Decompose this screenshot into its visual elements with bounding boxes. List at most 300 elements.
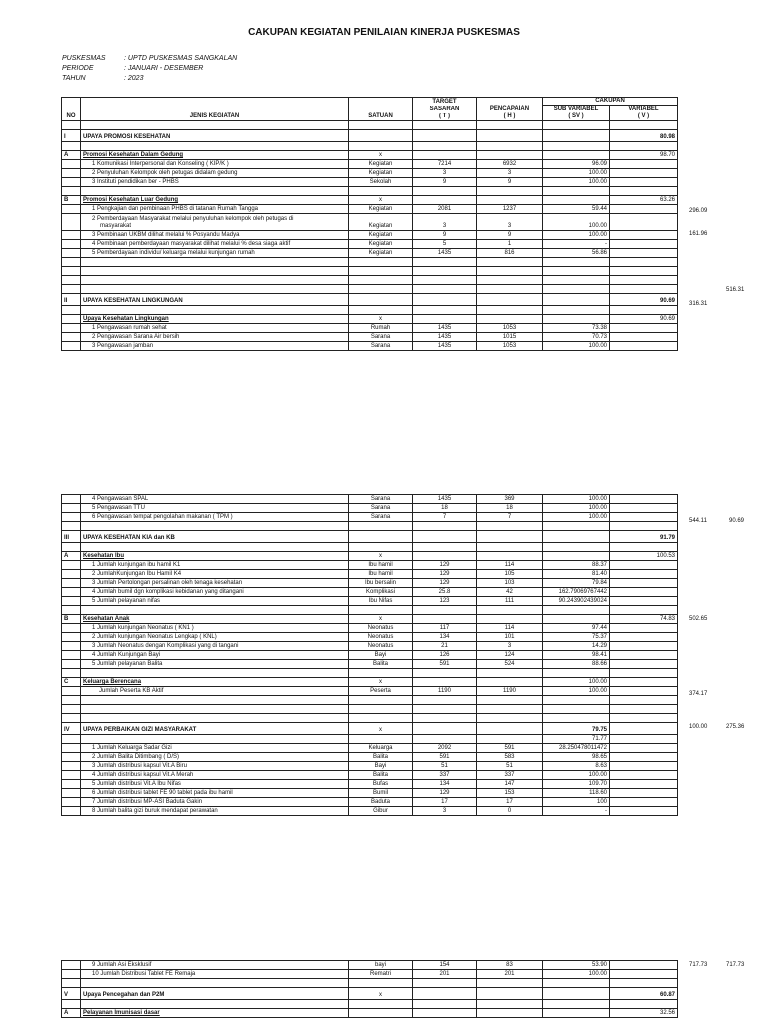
cell-pencapaian [477, 735, 543, 744]
empty-cell [62, 285, 81, 294]
cell-jenis: UPAYA PERBAIKAN GIZI MASYARAKAT [81, 723, 349, 735]
cell-sub-variabel: - [543, 240, 610, 249]
cell-sub-variabel: 70.73 [543, 333, 610, 342]
cell-variabel [610, 324, 678, 333]
cell-pencapaian: 1 [477, 240, 543, 249]
table-row [62, 205, 678, 214]
header-pencapaian: PENCAPAIAN ( H ) [477, 98, 543, 121]
cell-satuan: Baduta [349, 798, 413, 807]
cell-variabel [610, 178, 678, 187]
side-total: 90.69 [729, 518, 745, 524]
empty-cell [543, 285, 610, 294]
cell-target: 1435 [413, 249, 477, 258]
cell-no [62, 342, 81, 351]
cell-pencapaian: 591 [477, 744, 543, 753]
cell-target: 9 [413, 231, 477, 240]
cell-target: 25.8 [413, 588, 477, 597]
cell-variabel: 90.69 [610, 315, 678, 324]
cell-satuan: bayi [349, 961, 413, 970]
cell-jenis: 1 Komunikasi Interpersonal dan Konseling ( KIP/K ) [81, 160, 349, 169]
cell-jenis: 5 Jumlah pelayanan nifas [81, 597, 349, 606]
cell-sub-variabel: 100.00 [543, 169, 610, 178]
cell-variabel: 100.53 [610, 552, 678, 561]
cell-variabel: 80.98 [610, 130, 678, 142]
cell-variabel [610, 249, 678, 258]
empty-cell [413, 285, 477, 294]
cell-sub-variabel: 100.00 [543, 771, 610, 780]
cell-target [413, 294, 477, 306]
empty-cell [543, 1000, 610, 1009]
table-row [62, 160, 678, 169]
cell-no [62, 570, 81, 579]
cell-satuan: Kegiatan [349, 240, 413, 249]
cell-satuan: x [349, 723, 413, 735]
cell-pencapaian: 18 [477, 504, 543, 513]
empty-cell [81, 187, 349, 196]
empty-cell [349, 714, 413, 723]
empty-cell [610, 669, 678, 678]
empty-cell [62, 606, 81, 615]
cell-satuan: Kegiatan [349, 160, 413, 169]
empty-cell [62, 705, 81, 714]
cell-pencapaian [477, 531, 543, 543]
side-total: 717.73 [726, 962, 745, 968]
empty-cell [543, 522, 610, 531]
section-row [62, 723, 678, 735]
side-total: 544.11 [689, 518, 707, 524]
cell-sub-variabel: 75.37 [543, 633, 610, 642]
table-row [62, 642, 678, 651]
cell-pencapaian: 103 [477, 579, 543, 588]
cell-target: 591 [413, 660, 477, 669]
side-total: 100.00 [689, 724, 708, 730]
cell-no [62, 771, 81, 780]
cell-pencapaian: 3 [477, 169, 543, 178]
cell-pencapaian: 816 [477, 249, 543, 258]
cell-target: 9 [413, 178, 477, 187]
cell-pencapaian: 524 [477, 660, 543, 669]
cell-sub-variabel: 28.250478011472 [543, 744, 610, 753]
empty-cell [62, 187, 81, 196]
cell-no [62, 633, 81, 642]
cell-target [413, 988, 477, 1000]
cell-jenis: 1 Jumlah kunjungan Neonatus ( KN1 ) [81, 624, 349, 633]
cell-no: V [62, 988, 81, 1000]
cell-target: 117 [413, 624, 477, 633]
cell-jenis: 1 Jumlah Keluarga Sadar Gizi [81, 744, 349, 753]
cell-sub-variabel: 100.00 [543, 513, 610, 522]
cell-pencapaian: 111 [477, 597, 543, 606]
blank-row [62, 543, 678, 552]
cell-no [62, 504, 81, 513]
cell-variabel [610, 504, 678, 513]
cell-target: 17 [413, 798, 477, 807]
empty-cell [62, 979, 81, 988]
cell-jenis: 4 Pengawasan SPAL [81, 495, 349, 504]
cell-sub-variabel: 100.00 [543, 214, 610, 231]
cell-no: A [62, 552, 81, 561]
table-row [62, 504, 678, 513]
cell-pencapaian: 9 [477, 231, 543, 240]
blank-row [62, 606, 678, 615]
empty-cell [543, 696, 610, 705]
cell-satuan: Sarana [349, 513, 413, 522]
cell-jenis: UPAYA KESEHATAN LINGKUNGAN [81, 294, 349, 306]
cell-satuan: Neonatus [349, 642, 413, 651]
table-row [62, 970, 678, 979]
cell-no [62, 231, 81, 240]
cell-jenis: 5 Jumlah distribusi Vit.A Ibu Nifas [81, 780, 349, 789]
empty-cell [62, 714, 81, 723]
subsection-row [62, 315, 678, 324]
cell-sub-variabel: 14.29 [543, 642, 610, 651]
empty-cell [477, 606, 543, 615]
empty-cell [349, 979, 413, 988]
cell-pencapaian: 101 [477, 633, 543, 642]
cell-satuan: Ibu hamil [349, 570, 413, 579]
cell-satuan [349, 531, 413, 543]
section-row [62, 531, 678, 543]
cell-jenis: 4 Jumlah distribusi kapsul Vit.A Merah [81, 771, 349, 780]
blank-row [62, 696, 678, 705]
cell-target [413, 315, 477, 324]
cell-jenis: 10 Jumlah Distribusi Tablet FE Remaja [81, 970, 349, 979]
empty-cell [62, 306, 81, 315]
empty-cell [543, 142, 610, 151]
cell-no [62, 495, 81, 504]
empty-cell [349, 1000, 413, 1009]
cell-pencapaian: 51 [477, 762, 543, 771]
cell-target: 18 [413, 504, 477, 513]
cell-variabel [610, 780, 678, 789]
table-row [62, 240, 678, 249]
cell-pencapaian [477, 1009, 543, 1018]
cell-satuan: Sarana [349, 504, 413, 513]
cell-sub-variabel: 100.00 [543, 970, 610, 979]
cell-no [62, 579, 81, 588]
cell-jenis: 7 Jumlah distribusi MP-ASI Baduta Gakin [81, 798, 349, 807]
empty-cell [413, 714, 477, 723]
cell-variabel [610, 789, 678, 798]
cell-satuan [349, 735, 413, 744]
cell-pencapaian: 369 [477, 495, 543, 504]
empty-cell [62, 142, 81, 151]
table-row [62, 513, 678, 522]
empty-cell [349, 306, 413, 315]
empty-cell [610, 979, 678, 988]
cell-sub-variabel: 100 [543, 798, 610, 807]
cell-pencapaian: 201 [477, 970, 543, 979]
empty-cell [413, 696, 477, 705]
empty-cell [81, 705, 349, 714]
blank-row [62, 187, 678, 196]
header-sasaran: SASARAN [413, 106, 477, 113]
cell-satuan: Kegiatan [349, 205, 413, 214]
empty-cell [62, 669, 81, 678]
cell-jenis: 2 Pemberdayaan Masyarakat melalui penyuluhan kelompok oleh petugas di masyarakat [81, 214, 349, 231]
cell-target: 2081 [413, 205, 477, 214]
cell-jenis: UPAYA KESEHATAN KIA dan KB [81, 531, 349, 543]
table-row [62, 169, 678, 178]
cell-no [62, 561, 81, 570]
cell-target: 337 [413, 771, 477, 780]
cell-jenis [81, 735, 349, 744]
empty-cell [477, 187, 543, 196]
cell-satuan: x [349, 196, 413, 205]
cell-variabel: 91.79 [610, 531, 678, 543]
empty-cell [62, 276, 81, 285]
cell-variabel [610, 240, 678, 249]
cell-satuan: Kegiatan [349, 249, 413, 258]
cell-no [62, 513, 81, 522]
cell-pencapaian: 42 [477, 588, 543, 597]
empty-cell [81, 696, 349, 705]
cell-target: 134 [413, 780, 477, 789]
table-row [62, 495, 678, 504]
cell-satuan: Balita [349, 660, 413, 669]
cell-sub-variabel [543, 988, 610, 1000]
cell-pencapaian: 0 [477, 807, 543, 816]
empty-cell [477, 669, 543, 678]
cell-sub-variabel: 8.63 [543, 762, 610, 771]
empty-cell [413, 522, 477, 531]
blank-row [62, 276, 678, 285]
cell-sub-variabel: 100.00 [543, 678, 610, 687]
cell-pencapaian: 114 [477, 561, 543, 570]
side-total: 161.96 [689, 231, 708, 237]
cell-target: 129 [413, 561, 477, 570]
cell-jenis: Promosi Kesehatan Dalam Gedung [81, 151, 349, 160]
cell-no [62, 160, 81, 169]
cell-no [62, 178, 81, 187]
empty-cell [543, 267, 610, 276]
cell-satuan [349, 130, 413, 142]
cell-variabel [610, 597, 678, 606]
table-row [62, 249, 678, 258]
cell-satuan: Sarana [349, 333, 413, 342]
side-total: 296.09 [689, 208, 708, 214]
cell-satuan: Sarana [349, 495, 413, 504]
cell-jenis: Jumlah Peserta KB Aktif [81, 687, 349, 696]
empty-cell [543, 121, 610, 130]
cell-variabel [610, 762, 678, 771]
section-row [62, 130, 678, 142]
empty-cell [413, 267, 477, 276]
cell-pencapaian: 9 [477, 178, 543, 187]
cell-jenis: Pelayanan Imunisasi dasar [81, 1009, 349, 1018]
cell-variabel [610, 961, 678, 970]
cell-variabel [610, 231, 678, 240]
cell-no: A [62, 151, 81, 160]
cell-target: 5 [413, 240, 477, 249]
table-row [62, 633, 678, 642]
cell-target: 1435 [413, 333, 477, 342]
cell-variabel [610, 579, 678, 588]
cell-sub-variabel: - [543, 807, 610, 816]
empty-cell [413, 306, 477, 315]
cell-jenis: 9 Jumlah Asi Eksklusif [81, 961, 349, 970]
cell-satuan: Komplikasi [349, 588, 413, 597]
table-row [62, 762, 678, 771]
empty-cell [81, 276, 349, 285]
cell-variabel: 63.26 [610, 196, 678, 205]
empty-cell [81, 306, 349, 315]
empty-cell [62, 267, 81, 276]
table-section-2 [61, 494, 678, 816]
cell-no [62, 169, 81, 178]
cell-pencapaian [477, 678, 543, 687]
cell-satuan: x [349, 151, 413, 160]
cell-sub-variabel [543, 196, 610, 205]
empty-cell [413, 258, 477, 267]
empty-cell [62, 258, 81, 267]
cell-sub-variabel: 100.00 [543, 231, 610, 240]
cell-target: 134 [413, 633, 477, 642]
table-section-1 [61, 97, 678, 351]
empty-cell [349, 142, 413, 151]
cell-variabel [610, 561, 678, 570]
cell-jenis: 3 Jumlah distribusi kapsul Vit.A Biru [81, 762, 349, 771]
cell-variabel [610, 735, 678, 744]
empty-cell [610, 121, 678, 130]
table-row [62, 789, 678, 798]
cell-jenis: 5 Jumlah pelayanan Balita [81, 660, 349, 669]
empty-cell [610, 276, 678, 285]
cell-target [413, 531, 477, 543]
cell-target [413, 723, 477, 735]
cell-no [62, 687, 81, 696]
empty-cell [81, 121, 349, 130]
cell-satuan: Kegiatan [349, 169, 413, 178]
section-row [62, 988, 678, 1000]
empty-cell [543, 187, 610, 196]
side-total: 275.36 [726, 724, 745, 730]
empty-cell [62, 1000, 81, 1009]
cell-jenis: 5 Pemberdayaan individu/ keluarga melalui kunjungan rumah [81, 249, 349, 258]
cell-no [62, 762, 81, 771]
cell-target: 1435 [413, 342, 477, 351]
empty-cell [81, 522, 349, 531]
cell-pencapaian: 1015 [477, 333, 543, 342]
cell-jenis: 3 Pembinaan UKBM dilihat melalui % Posyandu Madya [81, 231, 349, 240]
header-cakupan: CAKUPAN [543, 98, 678, 106]
cell-variabel [610, 588, 678, 597]
empty-cell [543, 714, 610, 723]
empty-cell [413, 543, 477, 552]
cell-satuan: Neonatus [349, 633, 413, 642]
empty-cell [477, 543, 543, 552]
cell-no [62, 333, 81, 342]
empty-cell [413, 187, 477, 196]
empty-cell [610, 522, 678, 531]
cell-sub-variabel: 88.37 [543, 561, 610, 570]
cell-sub-variabel: 71.77 [543, 735, 610, 744]
empty-cell [610, 1000, 678, 1009]
table-row [62, 214, 678, 231]
empty-cell [81, 142, 349, 151]
empty-cell [62, 522, 81, 531]
cell-sub-variabel [543, 294, 610, 306]
subsection-row [62, 1009, 678, 1018]
empty-cell [477, 285, 543, 294]
cell-satuan: Bayi [349, 651, 413, 660]
cell-no: III [62, 531, 81, 543]
cell-sub-variabel [543, 315, 610, 324]
table-row [62, 231, 678, 240]
empty-cell [543, 276, 610, 285]
cell-variabel [610, 624, 678, 633]
cell-variabel [610, 342, 678, 351]
blank-row [62, 705, 678, 714]
cell-variabel [610, 723, 678, 735]
cell-jenis: Kesehatan Ibu [81, 552, 349, 561]
subsection-row [62, 552, 678, 561]
header-target: TARGET [413, 98, 477, 106]
cell-jenis: 2 Pengawasan Sarana Air bersih [81, 333, 349, 342]
cell-no [62, 798, 81, 807]
subsection-row [62, 615, 678, 624]
empty-cell [610, 142, 678, 151]
empty-cell [413, 606, 477, 615]
table-row [62, 561, 678, 570]
cell-variabel [610, 570, 678, 579]
cell-satuan: Rematri [349, 970, 413, 979]
cell-variabel [610, 753, 678, 762]
empty-cell [349, 522, 413, 531]
cell-variabel [610, 807, 678, 816]
cell-sub-variabel: 98.65 [543, 753, 610, 762]
table-row [62, 178, 678, 187]
cell-jenis: 3 Jumlah Neonatus dengan Komplikasi yang di tangani [81, 642, 349, 651]
cell-satuan [349, 294, 413, 306]
empty-cell [81, 258, 349, 267]
empty-cell [349, 705, 413, 714]
empty-cell [81, 714, 349, 723]
cell-pencapaian [477, 294, 543, 306]
blank-row [62, 121, 678, 130]
cell-satuan: x [349, 678, 413, 687]
cell-sub-variabel: 79.75 [543, 723, 610, 735]
cell-target: 21 [413, 642, 477, 651]
empty-cell [349, 696, 413, 705]
cell-target [413, 196, 477, 205]
cell-target: 51 [413, 762, 477, 771]
cell-no [62, 214, 81, 231]
cell-jenis: 8 Jumlah balita gizi buruk mendapat perawatan [81, 807, 349, 816]
cell-variabel [610, 214, 678, 231]
cell-variabel: 60.87 [610, 988, 678, 1000]
meta-row: PERIODE : JANUARI - DESEMBER [62, 65, 204, 72]
cell-satuan: Gibur [349, 807, 413, 816]
cell-pencapaian: 6932 [477, 160, 543, 169]
empty-cell [610, 187, 678, 196]
cell-pencapaian: 17 [477, 798, 543, 807]
cell-variabel [610, 333, 678, 342]
empty-cell [413, 979, 477, 988]
cell-pencapaian [477, 315, 543, 324]
empty-cell [349, 121, 413, 130]
cell-no [62, 240, 81, 249]
cell-variabel [610, 798, 678, 807]
cell-satuan: Bayi [349, 762, 413, 771]
cell-no: C [62, 678, 81, 687]
cell-target [413, 151, 477, 160]
cell-jenis: 6 Jumlah distribusi tablet FE 90 tablet pada ibu hamil [81, 789, 349, 798]
table-row [62, 780, 678, 789]
empty-cell [349, 258, 413, 267]
cell-pencapaian: 114 [477, 624, 543, 633]
cell-no: II [62, 294, 81, 306]
